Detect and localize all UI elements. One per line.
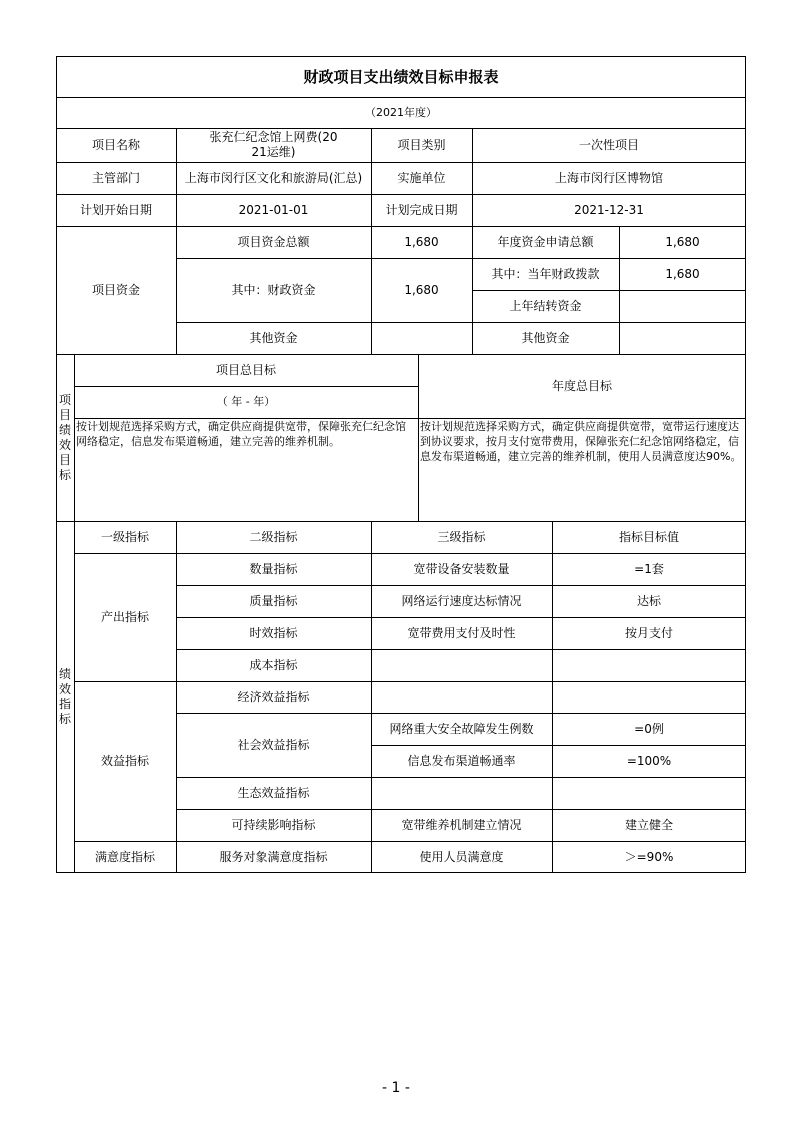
indicator-target: =0例 (634, 722, 664, 736)
indicator-target: ＞=90% (624, 849, 674, 864)
indicator-level3: 网络运行速度达标情况 (401, 594, 522, 608)
funds-other-value-2 (619, 322, 746, 354)
goals-side-char: 项 (58, 392, 71, 407)
goals-side-char: 效 (58, 437, 71, 452)
indicators-side-label (56, 521, 74, 872)
indicator-level3: 宽带费用支付及时性 (407, 626, 516, 640)
indicator-level3: 使用人员满意度 (419, 849, 504, 864)
start-date-label: 计划开始日期 (79, 203, 152, 217)
header-target: 指标目标值 (618, 530, 679, 544)
benefit-indicator-label: 效益指标 (100, 754, 149, 768)
indicators-side-char: 标 (58, 711, 71, 726)
funds-total-value: 1,680 (404, 235, 439, 249)
border-bottom (56, 872, 746, 873)
department-value: 上海市闵行区文化和旅游局(汇总) (184, 171, 363, 185)
goals-side-char: 目 (58, 407, 71, 422)
project-name-line2: 21运维) (251, 145, 296, 159)
indicator-target: =1套 (634, 562, 664, 576)
indicator-level3: 宽带设备安装数量 (413, 562, 510, 576)
funds-total-label: 项目资金总额 (237, 235, 310, 249)
satisfaction-indicator-label: 满意度指标 (94, 849, 155, 864)
indicator-level2: 数量指标 (249, 562, 298, 576)
indicator-level3: 宽带维养机制建立情况 (401, 818, 522, 832)
goals-side-char: 绩 (58, 422, 71, 437)
goals-side-label (56, 354, 74, 521)
indicator-level2: 质量指标 (249, 594, 298, 608)
output-indicator-label: 产出指标 (100, 610, 149, 624)
project-name-label: 项目名称 (91, 138, 140, 152)
goals-side-char: 目 (58, 452, 71, 467)
indicator-target: 达标 (636, 594, 661, 608)
overall-goal-label: 项目总目标 (215, 363, 276, 377)
project-name-line1: 张充仁纪念馆上网费(20 (209, 130, 338, 144)
end-date-value: 2021-12-31 (574, 203, 644, 217)
overall-goal-text: 按计划规范选择采购方式，确定供应商提供宽带，保障张充仁纪念馆网络稳定，信息发布渠道畅通，建立完善的维养机制。 (76, 420, 406, 448)
form-year: （2021年度） (365, 105, 437, 119)
annual-goal-label: 年度总目标 (551, 379, 612, 393)
funds-other-label: 其他资金 (249, 331, 298, 345)
overall-goal-period: （ 年 - 年） (216, 395, 276, 408)
header-level1: 一级指标 (100, 530, 149, 544)
form-title: 财政项目支出绩效目标申报表 (303, 67, 499, 86)
funds-label: 项目资金 (91, 283, 140, 297)
annual-goal-text: 按计划规范选择采购方式，确定供应商提供宽带，宽带运行速度达到协议要求，按月支付宽带费用，保障张充仁纪念馆网络稳定，信息发布渠道畅通，建立完善的维养机制，使用人员满意度达90%。 (420, 420, 742, 463)
funds-annual-label: 年度资金申请总额 (497, 235, 594, 249)
funds-fiscal-value: 1,680 (404, 283, 439, 297)
indicators-side-char: 效 (58, 681, 71, 696)
implementer-label: 实施单位 (397, 171, 446, 185)
indicator-level3: 信息发布渠道畅通率 (407, 754, 516, 768)
indicator-level3 (371, 681, 552, 713)
indicator-level2: 服务对象满意度指标 (219, 849, 328, 864)
funds-current-value: 1,680 (665, 267, 700, 281)
indicator-target: 建立健全 (624, 818, 673, 832)
indicator-level3: 网络重大安全故障发生例数 (389, 722, 534, 736)
indicator-level2: 社会效益指标 (237, 738, 310, 752)
funds-current-label: 其中：当年财政拨款 (491, 267, 600, 281)
project-name-value (176, 128, 371, 162)
indicator-target (552, 649, 746, 681)
indicator-level2: 成本指标 (249, 658, 298, 672)
project-type-label: 项目类别 (397, 138, 446, 152)
project-type-value: 一次性项目 (578, 138, 639, 152)
page-number: - 1 - (382, 1080, 410, 1096)
funds-annual-value: 1,680 (665, 235, 700, 249)
indicator-level3 (371, 777, 552, 809)
funds-other-value (371, 322, 472, 354)
indicator-target: 按月支付 (624, 626, 673, 640)
header-level3: 三级指标 (437, 530, 486, 544)
funds-other-label-2: 其他资金 (521, 331, 570, 345)
header-level2: 二级指标 (249, 530, 298, 544)
indicator-level2: 经济效益指标 (237, 690, 310, 704)
implementer-value: 上海市闵行区博物馆 (554, 171, 663, 185)
indicators-side-char: 绩 (58, 666, 71, 681)
indicator-target: =100% (626, 754, 672, 768)
indicator-level2: 时效指标 (249, 626, 298, 640)
start-date-value: 2021-01-01 (238, 203, 309, 217)
department-label: 主管部门 (91, 171, 140, 185)
indicator-level3 (371, 649, 552, 681)
indicators-side-char: 指 (58, 696, 71, 711)
indicator-level2: 生态效益指标 (237, 786, 310, 800)
end-date-label: 计划完成日期 (385, 203, 458, 217)
funds-carryover-label: 上年结转资金 (509, 299, 582, 313)
funds-fiscal-label: 其中：财政资金 (231, 283, 316, 297)
goals-side-char: 标 (58, 467, 71, 482)
indicator-level2: 可持续影响指标 (231, 818, 316, 832)
funds-carryover-value (619, 290, 746, 322)
indicator-target (552, 681, 746, 713)
indicator-target (552, 777, 746, 809)
